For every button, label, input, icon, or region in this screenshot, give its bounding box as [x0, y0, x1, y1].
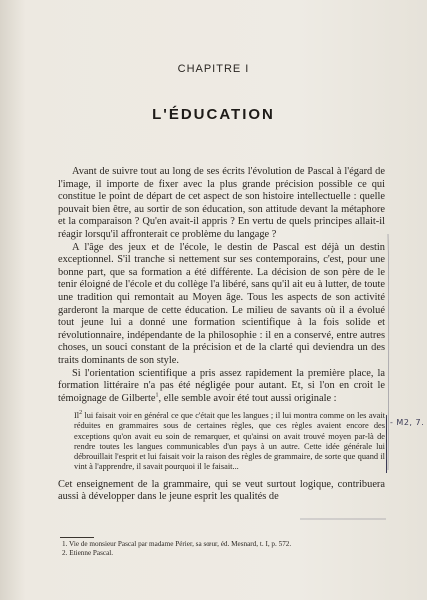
footnote-ref-2: 2 [79, 410, 83, 417]
footnote-rule [60, 537, 94, 538]
paragraph-3-text-a: Si l'orientation scientifique a pris assez rapidement la première place, la formation littéraire n'a pas été négligée pour autant. Et, si l'on en croit le témoignage de Gilberte [58, 367, 385, 404]
block-quote [74, 411, 385, 472]
handwritten-margin-note: - M2, 7. [390, 418, 425, 427]
body-text [58, 166, 385, 504]
quote-text: lui faisait voir en général ce que c'était que les langues ; il lui montra comme on les avait réduites en grammaires sous de certaines règles, que ces règles avaient encore des exceptions qu'on avait eu soin de remarquer, et qu'ainsi on avait trouvé moyen par-là de rendre toutes les langues communicables d'un pays à un autre. Cette idée générale lui débrouillait l'esprit et lui faisait voir la raison des règles de grammaire, de sorte que quand il vint à l'apprendre, il savait pourquoi il le faisait... [74, 411, 385, 472]
paragraph-4-text: Cet enseignement de la grammaire, qui se veut surtout logique, contribuera aussi à développer dans le jeune esprit les qualités de [58, 478, 385, 503]
footnote-1: 1. Vie de monsieur Pascal par madame Périer, sa sœur, éd. Mesnard, t. I, p. 572. [62, 540, 292, 548]
quote-start: Il [74, 411, 80, 421]
margin-bracket [386, 415, 389, 473]
footnote-ref-1: 1 [155, 392, 159, 399]
paragraph-3-text-b: , elle semble avoir été tout aussi originale : [158, 392, 337, 404]
paragraph-1: Avant de suivre tout au long de ses écrits l'évolution de Pascal à l'égard de l'image, il importe de fixer avec la plus grande précision possible ce qui constitue le point de départ de cet aspect de son histoire intellectuelle : quelle pouvait bien être, au sortir de son éducation, son attitude devant la métaphore et la comparaison ? Qu'en avait-il appris ? En vertu de quels principes allait-il réagir lorsqu'il affronterait ce problème du langage ? [58, 166, 385, 240]
chapter-heading: CHAPITRE I [177, 63, 250, 75]
chapter-title: L'ÉDUCATION [152, 106, 275, 123]
footnote-2: 2. Etienne Pascal. [62, 549, 114, 558]
paragraph-3 [58, 368, 385, 406]
paragraph-2: A l'âge des jeux et de l'école, le destin de Pascal est déjà un destin exceptionnel. S'il tranche si nettement sur ses contemporains, c'est, pour une bonne part, que sa formation a été différente. La décision de son père de le tenir éloigné de l'école et du collège l'a libéré, sans qu'il ait eu à lutter, de toute une tradition qui remontait au Moyen âge. Tous les aspects de son activité garderont la marque de cette éducation. Le milieu de savants où il a évolué tout jeune lui a donné une formation scientifique à la fois solide et révolutionnaire, indépendante de la philosophie : il en a conservé, entre autres choses, un souci constant de la précision et de la clarté qui deviendra un des traits dominants de son style. [58, 241, 385, 366]
paragraph-4 [58, 479, 385, 504]
footnotes [62, 540, 382, 559]
